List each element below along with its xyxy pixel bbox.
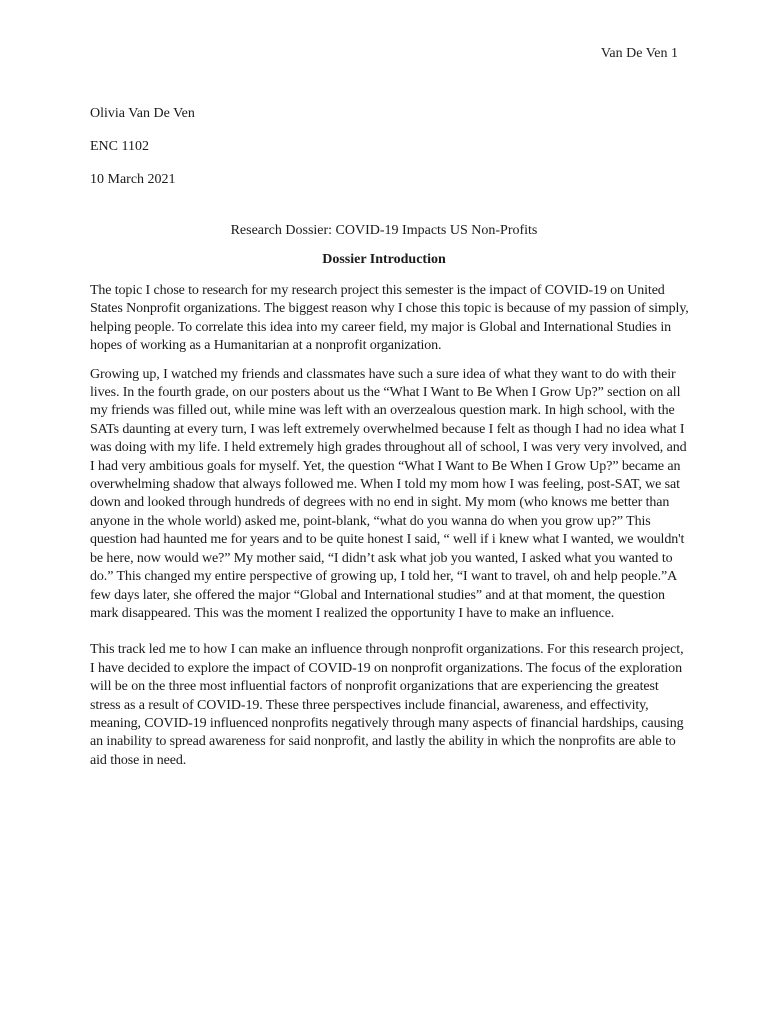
- paragraph-1: The topic I chose to research for my research project this semester is the impact of COVID-19 on United States Nonprofit organizations. The biggest reason why I chose this topic is because of my passion of simply, helping people. To correlate this idea into my career field, my major is Global and International Studies in hopes of working as a Humanitarian at a nonprofit organization.: [90, 283, 689, 354]
- mla-heading-block: [90, 105, 195, 204]
- course-name: ENC 1102: [90, 139, 149, 154]
- body-text: [90, 282, 690, 770]
- section-title: Dossier Introduction: [322, 252, 446, 267]
- document-title: Research Dossier: COVID-19 Impacts US Non-Profits: [230, 223, 538, 238]
- author-name: Olivia Van De Ven: [90, 106, 195, 121]
- document-date: 10 March 2021: [90, 172, 176, 187]
- paragraph-3: This track led me to how I can make an influence through nonprofit organizations. For this research project, I have decided to explore the impact of COVID-19 on nonprofit organizations. The focus of the exploration will be on the three most influential factors of nonprofit organizations that are experiencing the greatest stress as a result of COVID-19. These three perspectives include financial, awareness, and effectivity, meaning, COVID-19 influenced nonprofits negatively through many aspects of financial hardships, causing an inability to spread awareness for said nonprofit, and lastly the ability in which the nonprofits are able to aid those in need.: [90, 642, 684, 768]
- running-header: Van De Ven 1: [600, 46, 678, 61]
- paragraph-2: Growing up, I watched my friends and classmates have such a sure idea of what they want to do with their lives. In the fourth grade, on our posters about us the “What I Want to Be When I Grow Up?” section on all my friends was filled out, while mine was left with an overzealous question mark. In high school, with the SATs daunting at every turn, I was left extremely overwhelmed because I felt as though I had no idea what I was doing with my life. I held extremely high grades throughout all of school, I was very very involved, and I had very ambitious goals for myself. Yet, the question “What I Want to Be When I Grow Up?” became an overwhelming shadow that always followed me. When I told my mom how I was feeling, post-SAT, we sat down and looked through hundreds of degrees with no end in sight. My mom (who knows me better than anyone in the whole world) asked me, point-blank, “what do you wanna do when you grow up?” This question had haunted me for years and to be quite honest I said, “ well if i knew what I wanted, we wouldn't be here, now would we?” My mother said, “I didn’t ask what job you wanted, I asked what you wanted to do.” This changed my entire perspective of growing up, I told her, “I want to travel, oh and help people.”A few days later, she offered the major “Global and International studies” and at that moment, the question mark disappeared. This was the moment I realized the opportunity I have to make an influence.: [90, 366, 687, 621]
